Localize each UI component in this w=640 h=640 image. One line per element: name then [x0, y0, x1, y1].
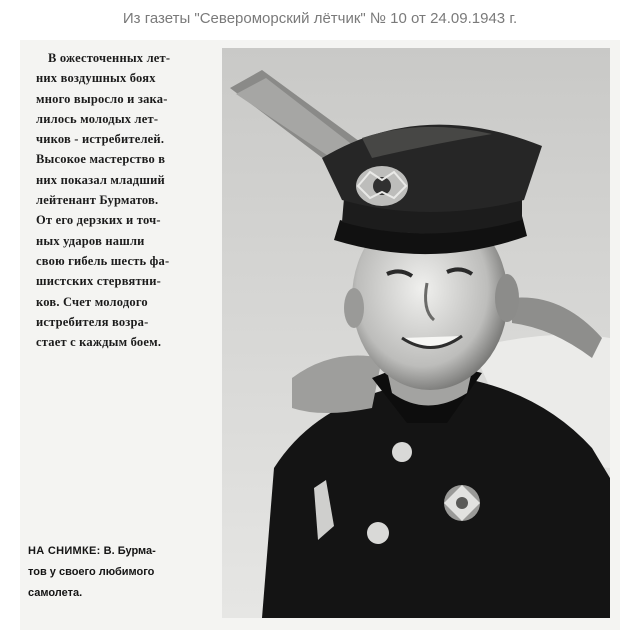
- caption-line: тов у своего любимого: [28, 566, 155, 578]
- caption-lead: НА СНИМКЕ:: [28, 545, 101, 557]
- article-line: От его дерзких и точ-: [36, 213, 161, 228]
- article-line: них показал младший: [36, 172, 165, 187]
- photo-caption: [28, 541, 198, 604]
- caption-name: В. Бурма-: [100, 545, 156, 557]
- article-line: В ожесточенных лет-: [48, 51, 171, 65]
- article-line: лейтенант Бурматов.: [36, 193, 159, 208]
- article-line: шистских стервятни-: [36, 274, 161, 289]
- article-line: стает с каждым боем.: [36, 335, 162, 350]
- article-line: чиков - истребителей.: [36, 132, 165, 147]
- pilot-photo: [222, 48, 610, 618]
- article-line: свою гибель шесть фа-: [36, 253, 170, 268]
- article-line: лилось молодых лет-: [36, 111, 159, 126]
- article-line: ков. Счет молодого: [36, 294, 148, 309]
- article-line: ных ударов нашли: [36, 233, 145, 248]
- article-line: них воздушных боях: [36, 71, 156, 86]
- article-line: много выросло и зака-: [36, 91, 168, 106]
- article-text: [36, 48, 194, 352]
- article-line: истребителя возра-: [36, 314, 149, 329]
- caption-line: самолета.: [28, 587, 83, 599]
- pilot-portrait-illustration: [222, 48, 610, 618]
- caption-line: [28, 541, 198, 562]
- source-note: Из газеты "Североморский лётчик" № 10 от 24.09.1943 г.: [122, 10, 518, 27]
- article-line: Высокое мастерство в: [36, 152, 166, 167]
